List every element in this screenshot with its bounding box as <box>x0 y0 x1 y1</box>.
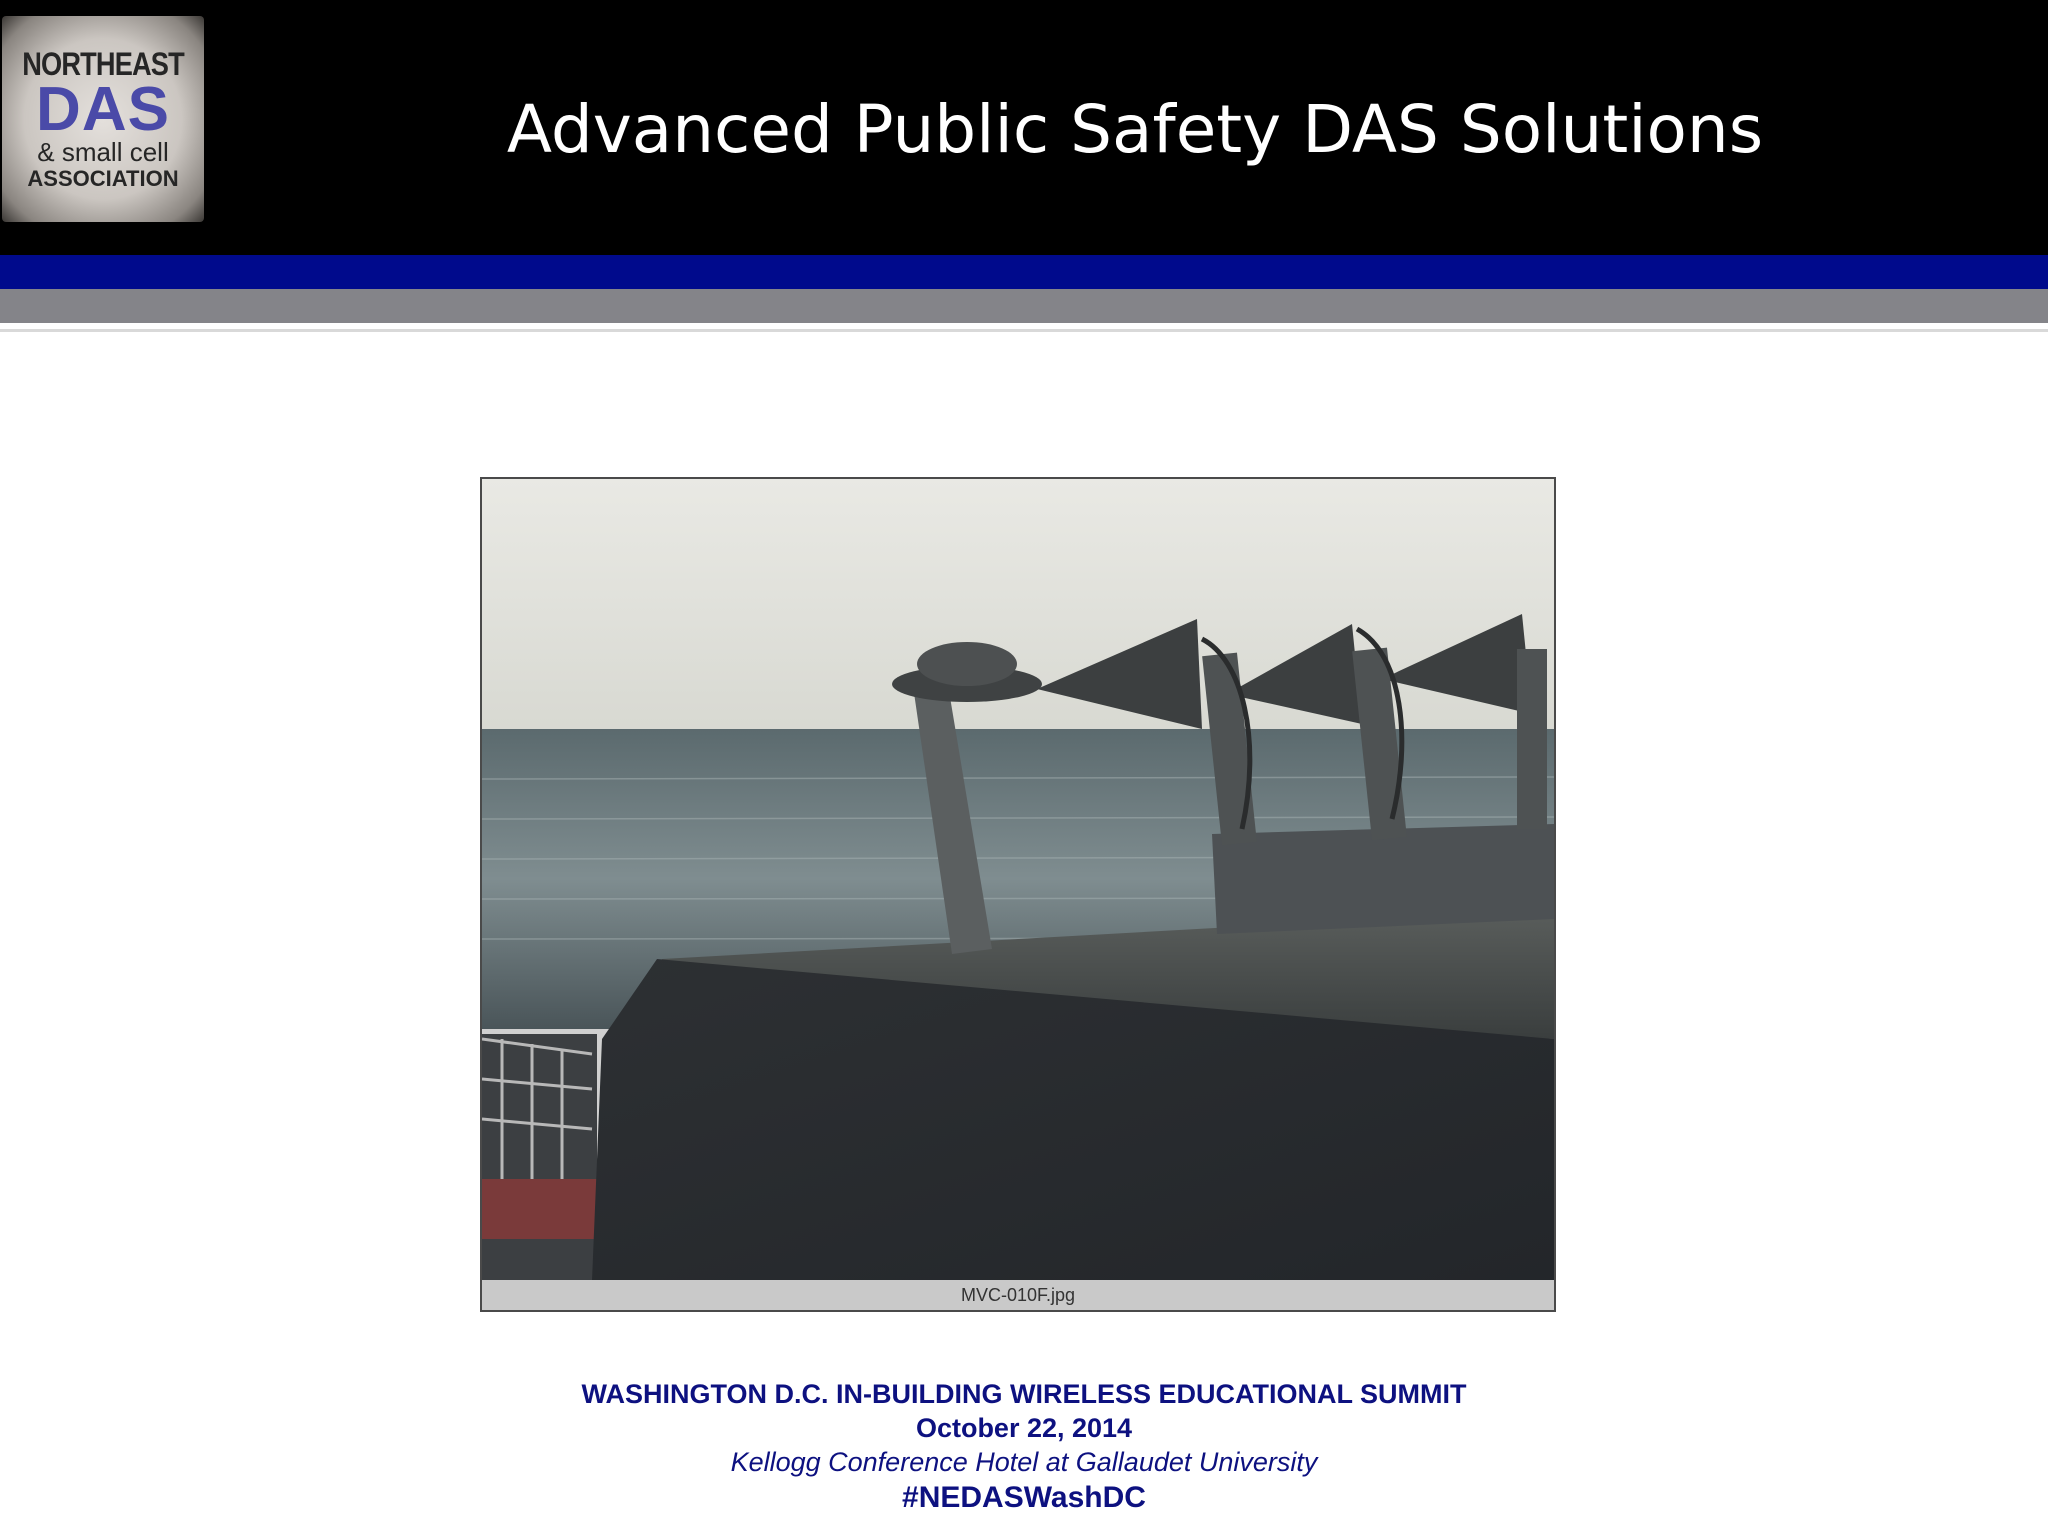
logo-line-das: DAS <box>36 75 170 144</box>
photo-caption: MVC-010F.jpg <box>482 1280 1554 1310</box>
gray-stripe <box>0 289 2048 323</box>
divider-line-light <box>0 329 2048 332</box>
logo-line-small-cell: & small cell <box>37 137 169 167</box>
logo-line-association: ASSOCIATION <box>27 166 179 191</box>
slide-title: Advanced Public Safety DAS Solutions <box>506 91 1764 168</box>
event-hashtag: #NEDASWashDC <box>902 1481 1146 1514</box>
northeast-das-logo <box>2 16 204 222</box>
photo-illustration <box>482 479 1554 1280</box>
logo-line-northeast: NORTHEAST <box>22 46 184 82</box>
blue-stripe <box>0 255 2048 289</box>
event-title: WASHINGTON D.C. IN-BUILDING WIRELESS EDUCATIONAL SUMMIT <box>581 1379 1467 1409</box>
ship-antenna-photo <box>480 477 1556 1312</box>
event-date: October 22, 2014 <box>915 1413 1133 1443</box>
event-venue: Kellogg Conference Hotel at Gallaudet University <box>730 1447 1318 1477</box>
